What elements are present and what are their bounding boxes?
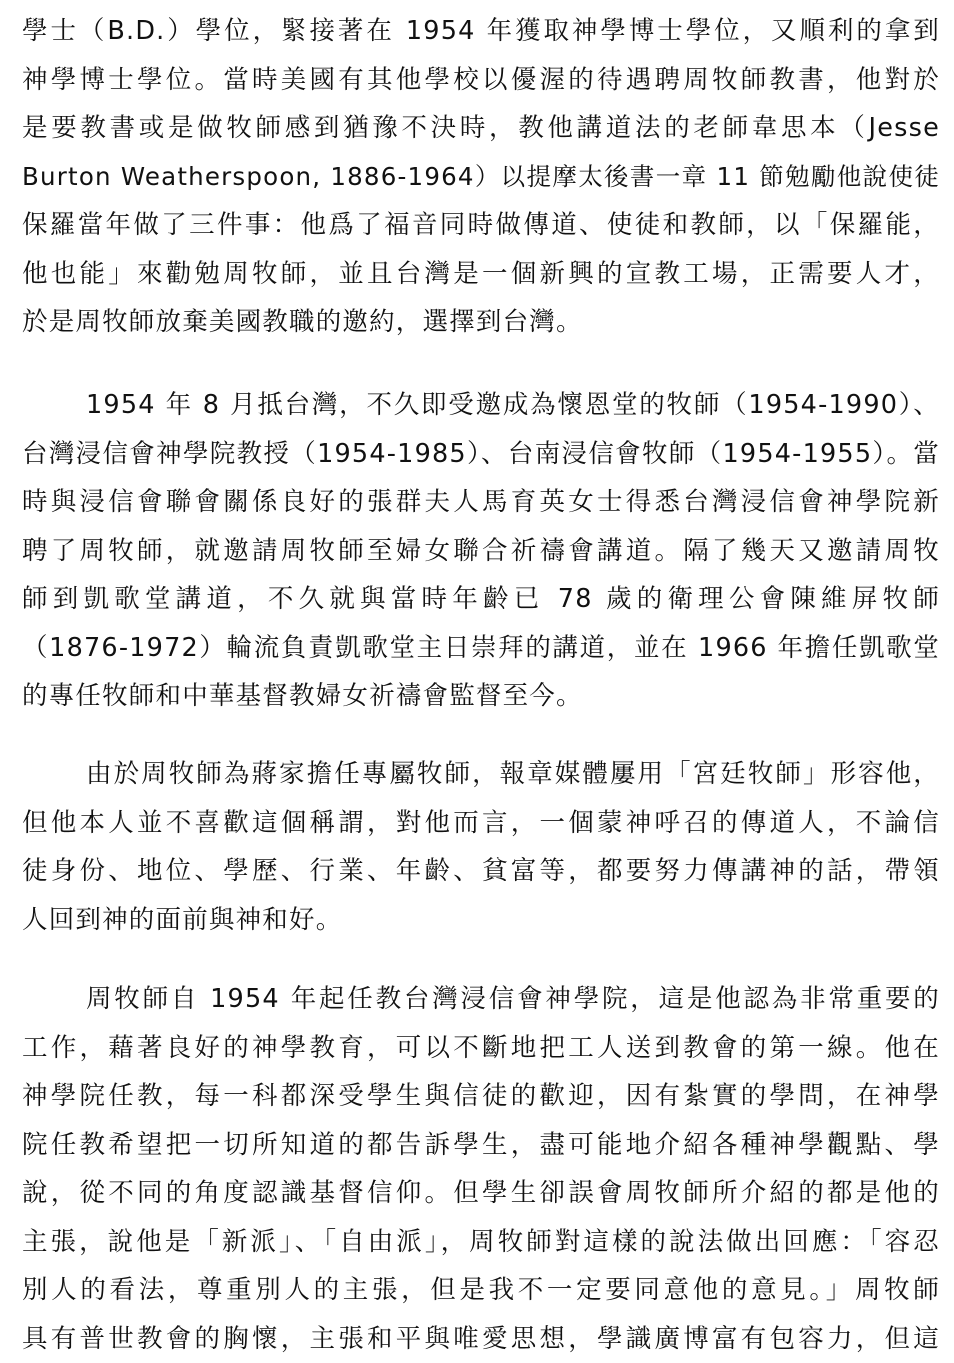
text-line: 神學博士學位。當時美國有其他學校以優渥的待遇聘周牧師教書，他對於 — [22, 56, 940, 105]
text-line: 由於周牧師為蔣家擔任專屬牧師，報章媒體屢用「宮廷牧師」形容他， — [22, 750, 940, 799]
paragraph-arrival-in-taiwan — [22, 381, 940, 721]
paragraph-court-pastor — [22, 750, 940, 944]
text-line: 聘了周牧師，就邀請周牧師至婦女聯合祈禱會講道。隔了幾天又邀請周牧 — [22, 527, 940, 576]
text-line: 具有普世教會的胸懷，主張和平與唯愛思想，學識廣博富有包容力，但這 — [22, 1315, 940, 1363]
text-line: 但他本人並不喜歡這個稱謂，對他而言，一個蒙神呼召的傳道人，不論信 — [22, 799, 940, 848]
text-line: 神學院任教，每一科都深受學生與信徒的歡迎，因有紮實的學問，在神學 — [22, 1072, 940, 1121]
text-line: 說，從不同的角度認識基督信仰。但學生卻誤會周牧師所介紹的都是他的 — [22, 1169, 940, 1218]
text-line: 院任教希望把一切所知道的都告訴學生，盡可能地介紹各種神學觀點、學 — [22, 1121, 940, 1170]
text-line: 別人的看法，尊重別人的主張，但是我不一定要同意他的意見。」周牧師 — [22, 1266, 940, 1315]
text-line: 他也能」來勸勉周牧師，並且台灣是一個新興的宣教工場，正需要人才， — [22, 250, 940, 299]
text-line: 學士（B.D.）學位，緊接著在 1954 年獲取神學博士學位，又順利的拿到 — [22, 7, 940, 56]
text-line: 主張，說他是「新派」、「自由派」，周牧師對這樣的說法做出回應：「容忍 — [22, 1218, 940, 1267]
text-line: （1876-1972）輪流負責凱歌堂主日崇拜的講道，並在 1966 年擔任凱歌堂 — [22, 624, 940, 673]
text-line: 徒身份、地位、學歷、行業、年齡、貧富等，都要努力傳講神的話，帶領 — [22, 847, 940, 896]
text-line: Burton Weatherspoon, 1886-1964）以提摩太後書一章 11 節勉勵他說使徒 — [22, 153, 940, 202]
text-line: 保羅當年做了三件事：他爲了福音同時做傳道、使徒和教師，以「保羅能， — [22, 201, 940, 250]
paragraph-study-and-call — [22, 7, 940, 347]
text-line: 台灣浸信會神學院教授（1954-1985）、台南浸信會牧師（1954-1955）。當 — [22, 430, 940, 479]
text-line: 是要教書或是做牧師感到猶豫不決時，教他講道法的老師韋思本（Jesse — [22, 104, 940, 153]
text-line: 周牧師自 1954 年起任教台灣浸信會神學院，這是他認為非常重要的 — [22, 975, 940, 1024]
text-line: 人回到神的面前與神和好。 — [22, 896, 940, 945]
text-line: 時與浸信會聯會關係良好的張群夫人馬育英女士得悉台灣浸信會神學院新 — [22, 478, 940, 527]
text-line: 工作，藉著良好的神學教育，可以不斷地把工人送到教會的第一線。他在 — [22, 1024, 940, 1073]
text-line: 師到凱歌堂講道，不久就與當時年齡已 78 歲的衛理公會陳維屏牧師 — [22, 575, 940, 624]
text-line: 於是周牧師放棄美國教職的邀約，選擇到台灣。 — [22, 298, 940, 347]
text-line: 的專任牧師和中華基督教婦女祈禱會監督至今。 — [22, 672, 940, 721]
paragraph-seminary-teaching — [22, 975, 940, 1363]
text-line: 1954 年 8 月抵台灣，不久即受邀成為懷恩堂的牧師（1954-1990）、 — [22, 381, 940, 430]
